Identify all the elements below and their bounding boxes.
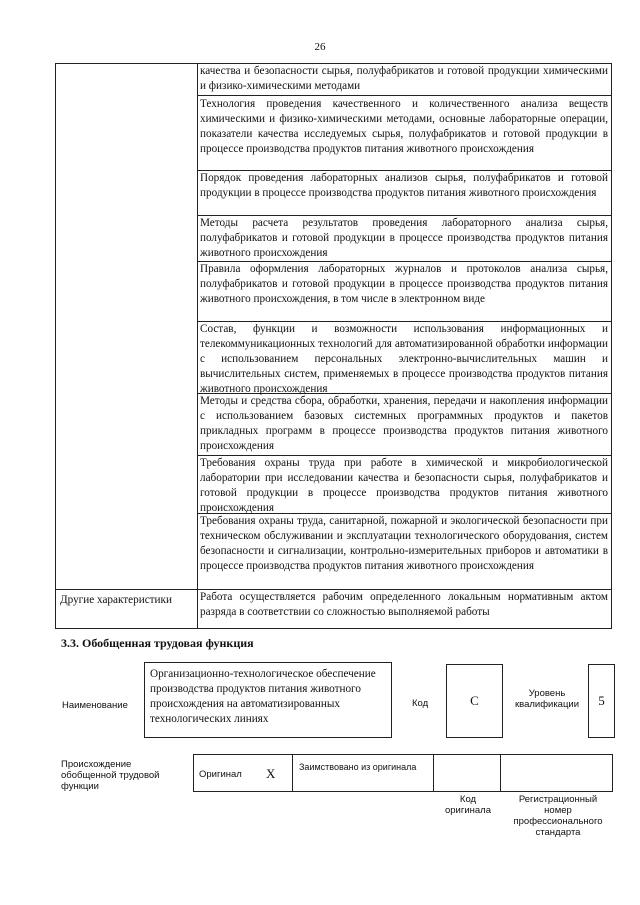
function-name-box	[144, 662, 392, 738]
code-label: Код	[412, 698, 429, 709]
qualification-level-value: 5	[598, 693, 605, 708]
function-name-value: Организационно-технологическое обеспечение производства продуктов питания животного происхождения на автоматизированных технологических линиях	[150, 668, 376, 725]
other-characteristics-label: Другие характеристики	[60, 594, 172, 606]
knowledge-row-9: Требования охраны труда, санитарной, пожарной и экологической безопасности при техническом обслуживании и эксплуатации технологического оборудования, систем безопасности и сигнализации, контрольно-измерительных приборов и автоматики в процессе производства продуктов питания животного происхождения	[200, 515, 608, 572]
code-original-caption: Код оригинала	[444, 794, 491, 816]
other-characteristics-text: Работа осуществляется рабочим определенного локальным нормативным актом разряда в соответствии со сложностью выполняемой работы	[200, 591, 608, 618]
code-value: C	[470, 693, 479, 708]
code-box	[446, 664, 503, 738]
section-title: 3.3. Обобщенная трудовая функция	[61, 636, 254, 650]
registration-number-caption: Регистрационный номер профессионального стандарта	[513, 794, 603, 838]
knowledge-row-4: Методы расчета результатов проведения лабораторного анализа сырья, полуфабрикатов и готовой продукции в процессе производства продуктов питания животного происхождения	[200, 217, 608, 259]
knowledge-row-1: качества и безопасности сырья, полуфабрикатов и готовой продукции химическими и физико-химическими методами	[200, 65, 608, 92]
original-label: Оригинал	[199, 769, 242, 780]
knowledge-row-2: Технология проведения качественного и количественного анализа веществ химическими и физико-химическими методами, основные лабораторные операции, показатели качества исследуемых сырья, полуфабрикатов и готовой продукции в процессе производства продуктов питания животного происхождения	[200, 98, 608, 155]
qualification-level-box	[588, 664, 615, 738]
qualification-level-label: Уровень квалификации	[514, 688, 580, 710]
knowledge-row-6: Состав, функции и возможности использования информационных и телекоммуникационных технологий для автоматизированной обработки информации с использованием персональных электронно-вычислительных машин и вычислительных систем, применяемых в процессе производства продуктов питания животного происхождения	[200, 323, 608, 395]
name-label: Наименование	[62, 700, 128, 711]
origin-label: Происхождение обобщенной трудовой функции	[61, 759, 160, 792]
page-number: 26	[314, 41, 326, 53]
original-checkmark: X	[266, 766, 276, 781]
borrowed-label: Заимствовано из оригинала	[299, 762, 417, 772]
knowledge-row-5: Правила оформления лабораторных журналов и протоколов анализа сырья, полуфабрикатов и готовой продукции в процессе производства продуктов питания животного происхождения, в том числе в электронном виде	[200, 263, 608, 305]
knowledge-row-8: Требования охраны труда при работе в химической и микробиологической лаборатории при исследовании качества и безопасности сырья, полуфабрикатов и готовой продукции в процессе производства продуктов питания животного происхождения	[200, 457, 608, 514]
knowledge-row-3: Порядок проведения лабораторных анализов сырья, полуфабрикатов и готовой продукции в процессе производства продуктов питания животного происхождения	[200, 172, 608, 199]
knowledge-row-7: Методы и средства сбора, обработки, хранения, передачи и накопления информации с использованием базовых системных программных продуктов и пакетов прикладных программ в процессе производства продуктов питания животного происхождения	[200, 395, 608, 452]
